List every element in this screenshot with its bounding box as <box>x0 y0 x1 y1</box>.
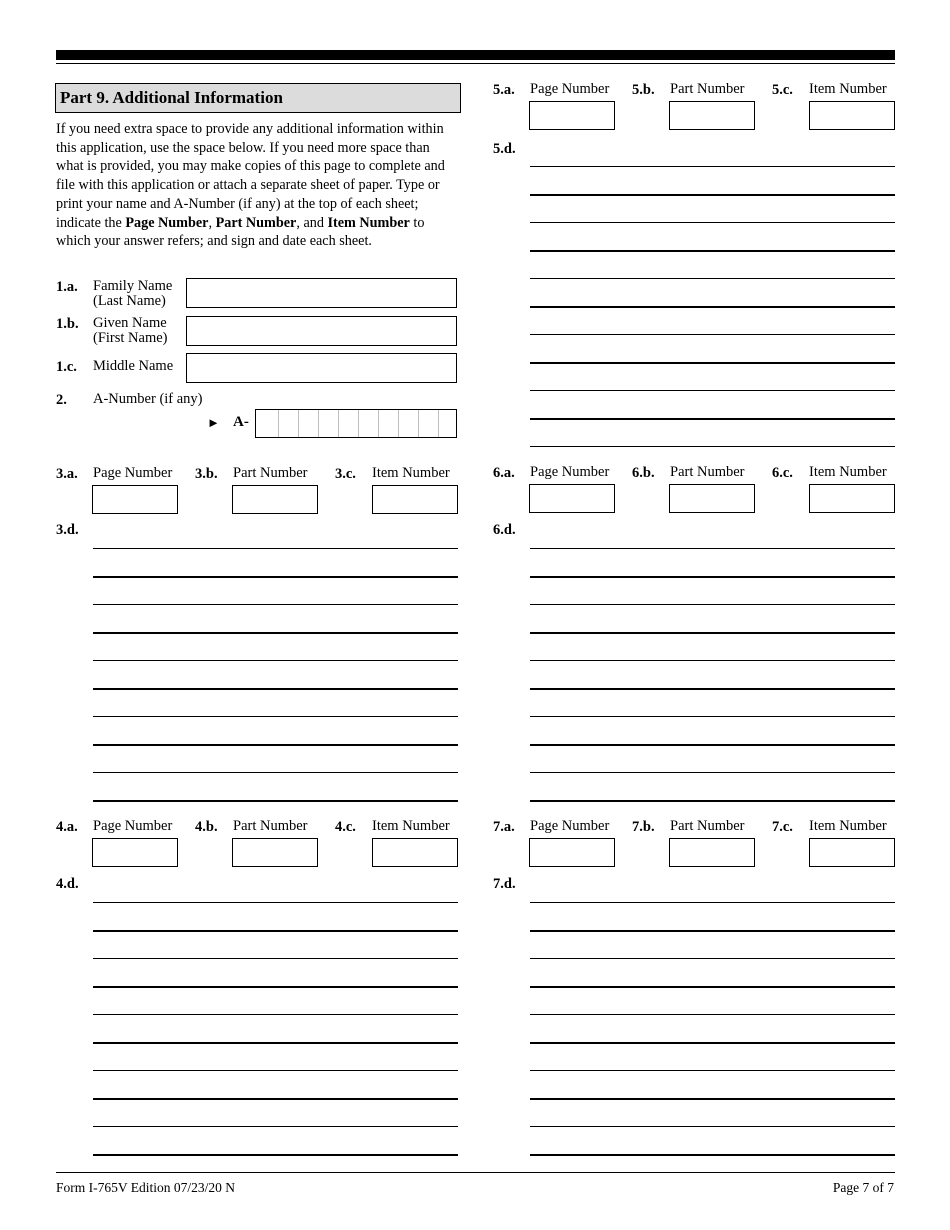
answer-line-5[interactable] <box>530 390 895 391</box>
answer-line-5[interactable] <box>530 194 895 196</box>
part-number-label: Part Number <box>670 464 745 480</box>
answer-line-7[interactable] <box>530 1070 895 1071</box>
answer-line-4[interactable] <box>93 1126 458 1127</box>
answer-line-5[interactable] <box>530 222 895 223</box>
answer-line-7[interactable] <box>530 1098 895 1100</box>
top-thick-bar <box>56 50 895 60</box>
answer-line-3[interactable] <box>93 716 458 717</box>
answer-line-7[interactable] <box>530 1154 895 1156</box>
part-number-label: Part Number <box>670 81 745 97</box>
answer-line-4[interactable] <box>93 902 458 903</box>
item-number-input-6[interactable] <box>809 484 895 513</box>
intro-paragraph: If you need extra space to provide any additional information within this application, use the space below. If you need more space than what is provided, you may make copies of this page to complete and file with this application or attach a separate sheet of paper. Type or print your name and A-Number (if any) at the top of each sheet; indicate the Page Number, Part Number, and Item Number to which your answer refers; and sign and date each sheet. <box>56 121 445 250</box>
answer-line-4[interactable] <box>93 1014 458 1015</box>
answer-line-7[interactable] <box>530 958 895 959</box>
answer-line-5[interactable] <box>530 362 895 364</box>
item-number-5a: 5.a. <box>493 82 515 98</box>
item-number-1a: 1.a. <box>56 279 78 295</box>
answer-line-7[interactable] <box>530 902 895 903</box>
a-number-prefix: A- <box>233 414 249 430</box>
part-number-input-6[interactable] <box>669 484 755 513</box>
item-number-5d: 5.d. <box>493 141 516 157</box>
answer-line-7[interactable] <box>530 930 895 932</box>
answer-line-6[interactable] <box>530 576 895 578</box>
page-number: Page 7 of 7 <box>832 1180 894 1195</box>
answer-line-6[interactable] <box>530 800 895 802</box>
answer-line-3[interactable] <box>93 604 458 605</box>
answer-line-3[interactable] <box>93 548 458 549</box>
part-9-header: Part 9. Additional Information <box>55 83 461 113</box>
part-number-label: Part Number <box>233 818 308 834</box>
answer-line-6[interactable] <box>530 632 895 634</box>
part-number-label: Part Number <box>233 465 308 481</box>
item-number-4c: 4.c. <box>335 819 356 835</box>
answer-line-6[interactable] <box>530 716 895 717</box>
page-number-label: Page Number <box>93 818 173 834</box>
page-number-input-3[interactable] <box>92 485 178 514</box>
a-number-label: A-Number (if any) <box>93 391 203 407</box>
answer-line-6[interactable] <box>530 688 895 690</box>
item-number-6d: 6.d. <box>493 522 516 538</box>
item-number-5c: 5.c. <box>772 82 793 98</box>
item-number-label: Item Number <box>372 465 450 481</box>
a-number-cell-divider <box>398 410 399 437</box>
form-edition: Form I-765V Edition 07/23/20 N <box>56 1180 236 1195</box>
answer-line-4[interactable] <box>93 958 458 959</box>
page-number-label: Page Number <box>530 818 610 834</box>
answer-line-4[interactable] <box>93 1070 458 1071</box>
page-number-input-4[interactable] <box>92 838 178 867</box>
answer-line-7[interactable] <box>530 1014 895 1015</box>
item-number-4a: 4.a. <box>56 819 78 835</box>
top-thin-line <box>56 63 895 64</box>
item-number-3a: 3.a. <box>56 466 78 482</box>
answer-line-3[interactable] <box>93 660 458 661</box>
page-number-input-5[interactable] <box>529 101 615 130</box>
item-number-input-4[interactable] <box>372 838 458 867</box>
page-number-input-6[interactable] <box>529 484 615 513</box>
item-number-6c: 6.c. <box>772 465 793 481</box>
item-number-input-5[interactable] <box>809 101 895 130</box>
item-number-label: Item Number <box>809 818 887 834</box>
item-number-7d: 7.d. <box>493 876 516 892</box>
footer-rule <box>56 1172 895 1173</box>
middle-name-label: Middle Name <box>93 358 174 374</box>
item-number-4d: 4.d. <box>56 876 79 892</box>
answer-line-3[interactable] <box>93 772 458 773</box>
item-number-3d: 3.d. <box>56 522 79 538</box>
part-number-input-7[interactable] <box>669 838 755 867</box>
item-number-1b: 1.b. <box>56 316 79 332</box>
page-number-label: Page Number <box>530 464 610 480</box>
item-number-2: 2. <box>56 392 67 408</box>
answer-line-6[interactable] <box>530 772 895 773</box>
answer-line-5[interactable] <box>530 250 895 252</box>
a-number-cell-divider <box>318 410 319 437</box>
item-number-7c: 7.c. <box>772 819 793 835</box>
answer-line-5[interactable] <box>530 446 895 447</box>
item-number-label: Item Number <box>809 464 887 480</box>
answer-line-6[interactable] <box>530 744 895 746</box>
a-number-cell-divider <box>378 410 379 437</box>
answer-line-4[interactable] <box>93 986 458 988</box>
answer-line-4[interactable] <box>93 1042 458 1044</box>
page-number-label: Page Number <box>530 81 610 97</box>
item-number-7b: 7.b. <box>632 819 655 835</box>
given-name-label: Given Name (First Name) <box>93 315 168 346</box>
answer-line-4[interactable] <box>93 1098 458 1100</box>
answer-line-3[interactable] <box>93 688 458 690</box>
answer-line-6[interactable] <box>530 660 895 661</box>
a-number-cell-divider <box>298 410 299 437</box>
item-number-3b: 3.b. <box>195 466 218 482</box>
a-number-cell-divider <box>338 410 339 437</box>
a-number-cell-divider <box>418 410 419 437</box>
item-number-1c: 1.c. <box>56 359 77 375</box>
item-number-7a: 7.a. <box>493 819 515 835</box>
answer-line-4[interactable] <box>93 1154 458 1156</box>
given-name-input[interactable] <box>186 316 457 346</box>
answer-line-7[interactable] <box>530 1126 895 1127</box>
answer-line-5[interactable] <box>530 278 895 279</box>
a-number-cell-divider <box>358 410 359 437</box>
page-number-label: Page Number <box>93 465 173 481</box>
answer-line-5[interactable] <box>530 306 895 308</box>
part-number-input-5[interactable] <box>669 101 755 130</box>
answer-line-4[interactable] <box>93 930 458 932</box>
answer-line-3[interactable] <box>93 576 458 578</box>
part-number-input-3[interactable] <box>232 485 318 514</box>
item-number-input-3[interactable] <box>372 485 458 514</box>
item-number-5b: 5.b. <box>632 82 655 98</box>
part-number-label: Part Number <box>670 818 745 834</box>
item-number-6a: 6.a. <box>493 465 515 481</box>
a-number-cell-divider <box>438 410 439 437</box>
part-number-input-4[interactable] <box>232 838 318 867</box>
answer-line-6[interactable] <box>530 604 895 605</box>
answer-line-7[interactable] <box>530 1042 895 1044</box>
answer-line-5[interactable] <box>530 418 895 420</box>
answer-line-5[interactable] <box>530 334 895 335</box>
a-number-cell-divider <box>278 410 279 437</box>
item-number-label: Item Number <box>372 818 450 834</box>
answer-line-3[interactable] <box>93 632 458 634</box>
item-number-6b: 6.b. <box>632 465 655 481</box>
item-number-label: Item Number <box>809 81 887 97</box>
family-name-input[interactable] <box>186 278 457 308</box>
item-number-4b: 4.b. <box>195 819 218 835</box>
arrow-right-icon: ► <box>207 415 220 430</box>
answer-line-3[interactable] <box>93 800 458 802</box>
item-number-input-7[interactable] <box>809 838 895 867</box>
page-number-input-7[interactable] <box>529 838 615 867</box>
answer-line-3[interactable] <box>93 744 458 746</box>
answer-line-5[interactable] <box>530 166 895 167</box>
family-name-label: Family Name (Last Name) <box>93 278 173 309</box>
middle-name-input[interactable] <box>186 353 457 383</box>
answer-line-6[interactable] <box>530 548 895 549</box>
answer-line-7[interactable] <box>530 986 895 988</box>
a-number-input[interactable] <box>255 409 457 438</box>
item-number-3c: 3.c. <box>335 466 356 482</box>
